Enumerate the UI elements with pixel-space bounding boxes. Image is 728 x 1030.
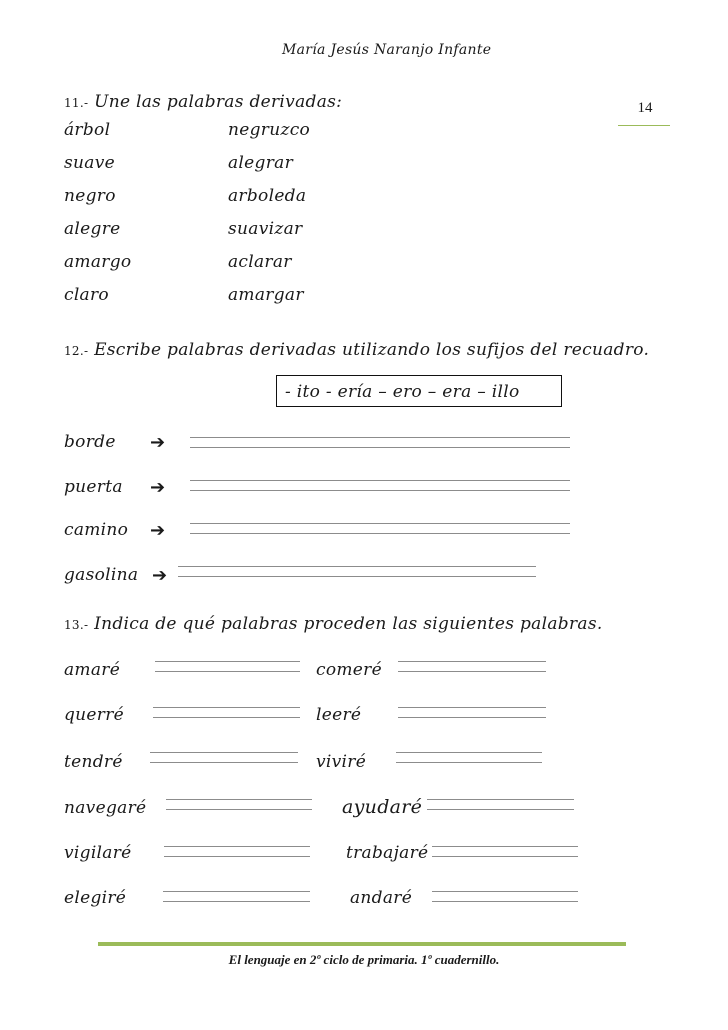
ex13-right-word: comeré — [316, 660, 382, 680]
ex12-word: puerta — [64, 477, 123, 497]
arrow-icon: ➔ — [150, 477, 166, 498]
ex13-right-word: leeré — [316, 705, 362, 725]
ex11-left-word: alegre — [64, 219, 121, 239]
writing-line[interactable] — [166, 799, 312, 811]
ex11-right-word: arboleda — [228, 186, 307, 206]
ex11-left-word: árbol — [64, 120, 111, 140]
exercise-13-number: 13.- — [64, 618, 89, 632]
writing-line[interactable] — [432, 846, 578, 858]
writing-line[interactable] — [432, 891, 578, 903]
exercise-11-number: 11.- — [64, 96, 89, 110]
ex13-left-word: amaré — [64, 660, 121, 680]
ex11-left-word: suave — [64, 153, 115, 173]
exercise-13-heading — [64, 614, 603, 634]
writing-line[interactable] — [163, 891, 310, 903]
writing-line[interactable] — [398, 707, 546, 719]
writing-line[interactable] — [427, 799, 574, 811]
ex11-left-word: claro — [64, 285, 109, 305]
page-number-underline — [618, 125, 670, 126]
ex13-left-word: tendré — [64, 752, 123, 772]
ex13-right-word: viviré — [316, 752, 367, 772]
ex13-left-word: vigilaré — [64, 843, 132, 863]
exercise-13-title: Indica de qué palabras proceden las siguientes palabras. — [94, 614, 603, 634]
suffix-box — [276, 375, 562, 407]
ex12-word: camino — [64, 520, 129, 540]
writing-line[interactable] — [190, 437, 570, 449]
ex13-left-word: elegiré — [64, 888, 127, 908]
writing-line[interactable] — [153, 707, 300, 719]
ex11-right-word: suavizar — [228, 219, 303, 239]
ex11-left-word: negro — [64, 186, 116, 206]
writing-line[interactable] — [190, 480, 570, 492]
ex13-right-word: ayudaré — [342, 796, 423, 818]
exercise-12-number: 12.- — [64, 344, 89, 358]
ex11-right-word: aclarar — [228, 252, 292, 272]
ex11-left-word: amargo — [64, 252, 132, 272]
ex11-right-word: alegrar — [228, 153, 294, 173]
writing-line[interactable] — [155, 661, 300, 673]
arrow-icon: ➔ — [150, 520, 166, 541]
ex12-word: borde — [64, 432, 116, 452]
arrow-icon: ➔ — [152, 565, 168, 586]
writing-line[interactable] — [398, 661, 546, 673]
writing-line[interactable] — [178, 566, 536, 578]
footer-text: El lenguaje en 2º ciclo de primaria. 1º cuadernillo. — [228, 952, 500, 967]
writing-line[interactable] — [190, 523, 570, 535]
page-number: 14 — [637, 100, 653, 116]
exercise-11-heading — [64, 92, 342, 112]
footer-divider — [98, 942, 626, 946]
exercise-12-heading — [64, 340, 649, 360]
exercise-12-title: Escribe palabras derivadas utilizando los sufijos del recuadro. — [94, 340, 650, 360]
ex11-right-word: amargar — [228, 285, 304, 305]
ex13-right-word: andaré — [350, 888, 413, 908]
ex13-left-word: querré — [64, 705, 125, 725]
author-name: María Jesús Naranjo Infante — [282, 42, 492, 58]
ex13-right-word: trabajaré — [346, 843, 429, 863]
ex12-word: gasolina — [64, 565, 139, 585]
ex13-left-word: navegaré — [64, 798, 147, 818]
ex11-right-word: negruzco — [228, 120, 311, 140]
writing-line[interactable] — [164, 846, 310, 858]
exercise-11-title: Une las palabras derivadas: — [94, 92, 343, 112]
writing-line[interactable] — [150, 752, 298, 764]
arrow-icon: ➔ — [150, 432, 166, 453]
writing-line[interactable] — [396, 752, 542, 764]
suffix-box-text: - ito - ería – ero – era – illo — [285, 382, 520, 402]
